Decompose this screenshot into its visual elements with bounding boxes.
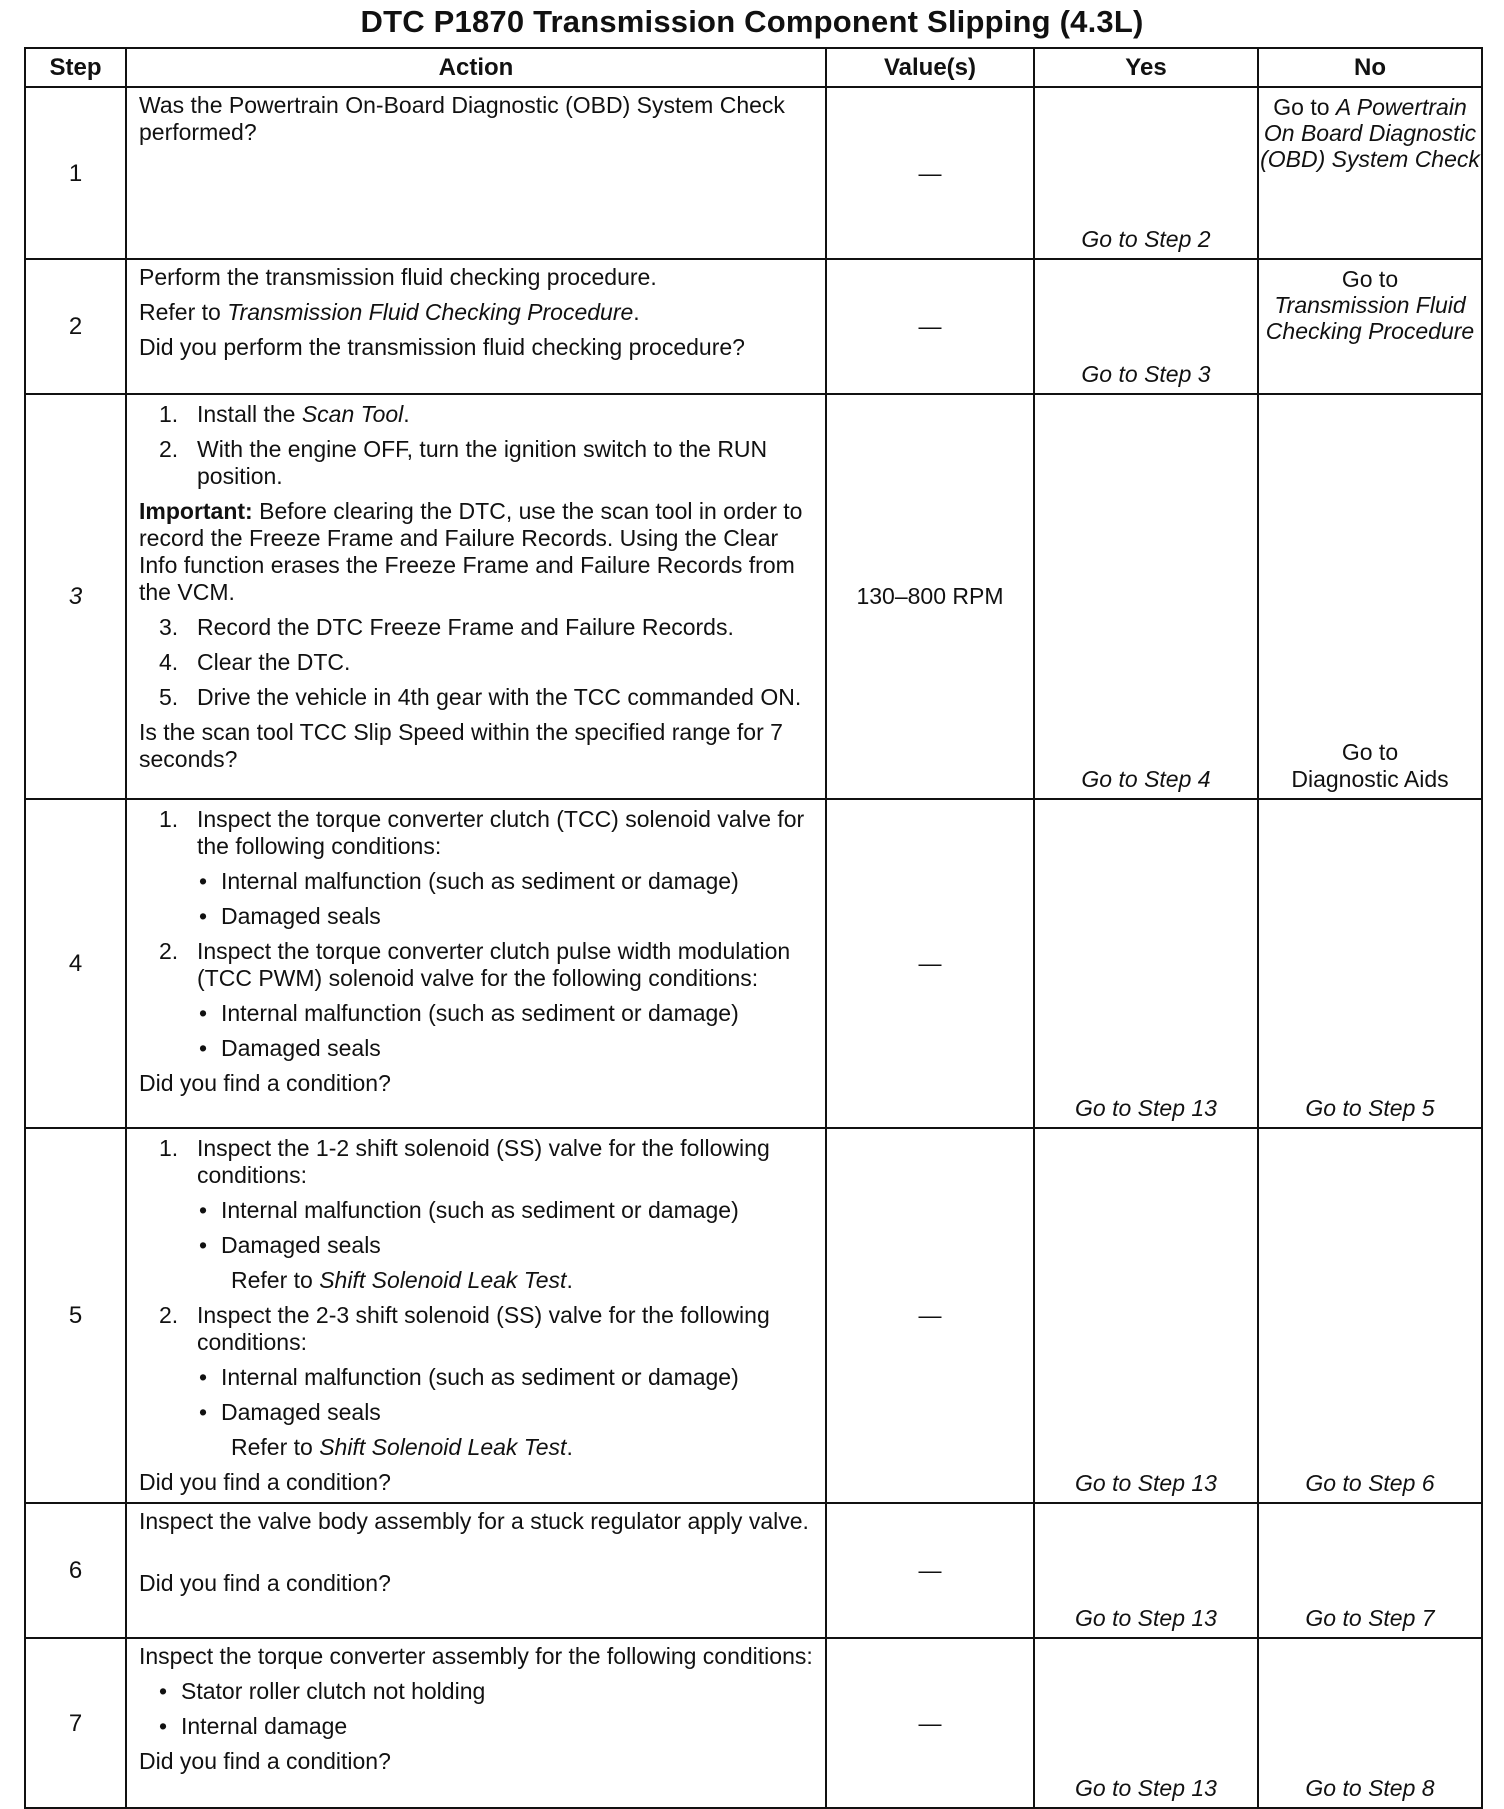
table-row-step-7 xyxy=(25,1638,1482,1808)
no-link[interactable]: Diagnostic Aids xyxy=(1291,766,1449,792)
value-cell: — xyxy=(826,259,1034,394)
reference-link[interactable]: Shift Solenoid Leak Test xyxy=(319,1267,567,1293)
bullet-item: • Damaged seals xyxy=(199,1399,381,1425)
no-link[interactable]: Go to Step 7 xyxy=(1258,1503,1482,1638)
reference-text: Refer to Transmission Fluid Checking Procedure. xyxy=(139,299,640,325)
numbered-item: 1. Install the Scan Tool. xyxy=(159,401,410,427)
action-cell xyxy=(126,87,826,259)
question-text: Is the scan tool TCC Slip Speed within the specified range for 7 seconds? xyxy=(139,719,783,772)
no-link[interactable]: Transmission Fluid Checking Procedure xyxy=(1265,292,1475,344)
question-text: Was the Powertrain On-Board Diagnostic (OBD) System Check performed? xyxy=(139,92,785,145)
action-cell xyxy=(126,259,826,394)
no-link[interactable]: Go to Step 6 xyxy=(1258,1128,1482,1503)
bullet-item: • Stator roller clutch not holding xyxy=(159,1678,486,1704)
action-cell xyxy=(126,1638,826,1808)
reference-text: Refer to Shift Solenoid Leak Test. xyxy=(231,1267,573,1293)
bullet-item: • Internal damage xyxy=(159,1713,348,1739)
yes-link[interactable]: Go to Step 4 xyxy=(1034,394,1258,799)
numbered-item: 2. With the engine OFF, turn the ignition switch to the RUN position. xyxy=(159,436,768,489)
table-row-step-4 xyxy=(25,799,1482,1128)
table-row-step-3 xyxy=(25,394,1482,799)
yes-link[interactable]: Go to Step 13 xyxy=(1034,1638,1258,1808)
document-title: DTC P1870 Transmission Component Slipping (4.3L) xyxy=(360,4,1144,39)
question-text: Did you find a condition? xyxy=(139,1748,391,1774)
action-cell xyxy=(126,1503,826,1638)
header-values: Value(s) xyxy=(826,48,1034,87)
diagnostic-table xyxy=(24,47,1483,1809)
action-cell xyxy=(126,799,826,1128)
action-cell xyxy=(126,1128,826,1503)
step-number: 1 xyxy=(25,87,126,259)
header-yes: Yes xyxy=(1034,48,1258,87)
reference-link[interactable]: Shift Solenoid Leak Test xyxy=(319,1434,567,1460)
important-note: Important: Before clearing the DTC, use the scan tool in order to record the Freeze Frame and Failure Records. Using the Clear Info function erases the Freeze Frame and Failure Records from the VCM. xyxy=(139,498,803,605)
step-number: 6 xyxy=(25,1503,126,1638)
table-row-step-5 xyxy=(25,1128,1482,1503)
numbered-item: 1. Inspect the torque converter clutch (TCC) solenoid valve for the following conditions: xyxy=(159,806,805,859)
bullet-item: • Damaged seals xyxy=(199,1035,381,1061)
value-cell: — xyxy=(826,1638,1034,1808)
no-prefix: Go to xyxy=(1273,94,1336,120)
reference-text: Refer to Shift Solenoid Leak Test. xyxy=(231,1434,573,1460)
table-row-step-2 xyxy=(25,259,1482,394)
reference-link[interactable]: Transmission Fluid Checking Procedure xyxy=(227,299,634,325)
action-text: Inspect the valve body assembly for a stuck regulator apply valve. xyxy=(139,1508,809,1534)
numbered-item: 4. Clear the DTC. xyxy=(159,649,351,675)
question-text: Did you perform the transmission fluid checking procedure? xyxy=(139,334,745,360)
action-cell xyxy=(126,394,826,799)
value-cell: 130–800 RPM xyxy=(826,394,1034,799)
no-link[interactable]: Go to Step 8 xyxy=(1258,1638,1482,1808)
bullet-item: • Internal malfunction (such as sediment or damage) xyxy=(199,1197,739,1223)
numbered-item: 1. Inspect the 1-2 shift solenoid (SS) valve for the following conditions: xyxy=(159,1135,770,1188)
no-link[interactable]: Go to Step 5 xyxy=(1258,799,1482,1128)
no-cell xyxy=(1258,259,1482,394)
table-header-row xyxy=(25,48,1482,87)
no-link[interactable]: A Powertrain On Board Diagnostic (OBD) System Check xyxy=(1260,94,1480,172)
bullet-item: • Internal malfunction (such as sediment or damage) xyxy=(199,1364,739,1390)
no-prefix: Go to xyxy=(1341,739,1399,765)
numbered-item: 3. Record the DTC Freeze Frame and Failure Records. xyxy=(159,614,734,640)
value-cell: — xyxy=(826,799,1034,1128)
no-cell xyxy=(1258,87,1482,259)
yes-link[interactable]: Go to Step 3 xyxy=(1034,259,1258,394)
scan-tool-link[interactable]: Scan Tool xyxy=(301,401,404,427)
header-step: Step xyxy=(25,48,126,87)
table-row-step-1 xyxy=(25,87,1482,259)
no-prefix: Go to xyxy=(1341,266,1399,292)
step-number: 2 xyxy=(25,259,126,394)
value-cell: — xyxy=(826,1503,1034,1638)
step-number: 7 xyxy=(25,1638,126,1808)
step-number: 5 xyxy=(25,1128,126,1503)
step-number: 4 xyxy=(25,799,126,1128)
bullet-item: • Damaged seals xyxy=(199,1232,381,1258)
yes-link[interactable]: Go to Step 13 xyxy=(1034,799,1258,1128)
table-row-step-6 xyxy=(25,1503,1482,1638)
header-no: No xyxy=(1258,48,1482,87)
bullet-item: • Internal malfunction (such as sediment or damage) xyxy=(199,868,739,894)
yes-link[interactable]: Go to Step 13 xyxy=(1034,1503,1258,1638)
header-action: Action xyxy=(126,48,826,87)
numbered-item: 5. Drive the vehicle in 4th gear with the TCC commanded ON. xyxy=(159,684,802,710)
question-text: Did you find a condition? xyxy=(139,1469,391,1495)
step-number: 3 xyxy=(25,394,126,799)
action-text: Perform the transmission fluid checking procedure. xyxy=(139,264,657,290)
value-cell: — xyxy=(826,1128,1034,1503)
no-cell xyxy=(1258,394,1482,799)
bullet-item: • Internal malfunction (such as sediment or damage) xyxy=(199,1000,739,1026)
numbered-item: 2. Inspect the 2-3 shift solenoid (SS) valve for the following conditions: xyxy=(159,1302,770,1355)
question-text: Did you find a condition? xyxy=(139,1570,391,1596)
yes-link[interactable]: Go to Step 13 xyxy=(1034,1128,1258,1503)
question-text: Did you find a condition? xyxy=(139,1070,391,1096)
action-text: Inspect the torque converter assembly for the following conditions: xyxy=(139,1643,813,1669)
bullet-item: • Damaged seals xyxy=(199,903,381,929)
numbered-item: 2. Inspect the torque converter clutch pulse width modulation (TCC PWM) solenoid valve for the following conditions: xyxy=(159,938,791,991)
value-cell: — xyxy=(826,87,1034,259)
yes-link[interactable]: Go to Step 2 xyxy=(1034,87,1258,259)
